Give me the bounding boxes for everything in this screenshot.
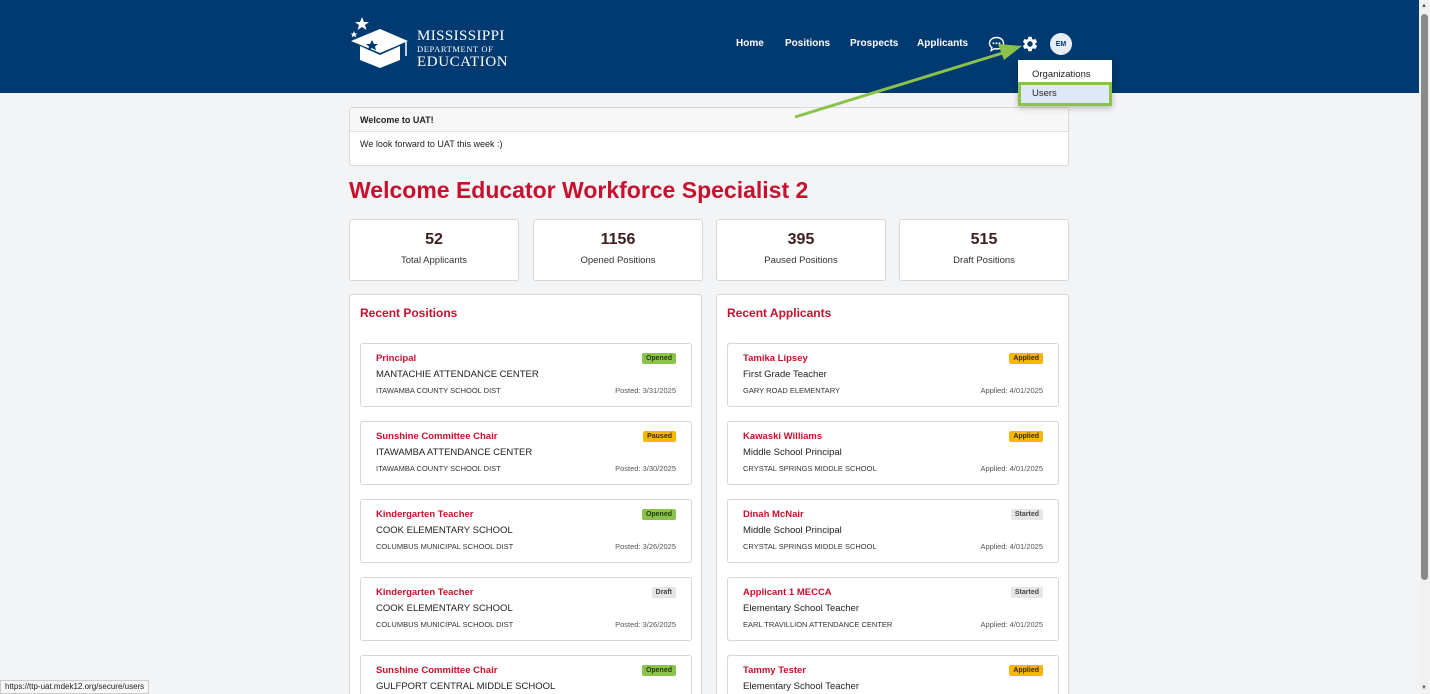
applicant-school: EARL TRAVILLION ATTENDANCE CENTER: [743, 620, 893, 629]
position-school: ITAWAMBA ATTENDANCE CENTER: [376, 447, 533, 458]
top-header: [0, 0, 1419, 93]
position-title: Kindergarten Teacher: [376, 509, 474, 520]
nav-prospects[interactable]: Prospects: [850, 38, 899, 49]
scrollbar-thumb[interactable]: [1421, 14, 1428, 580]
nav-positions[interactable]: Positions: [785, 38, 831, 49]
applicant-date: Applied: 4/01/2025: [980, 386, 1043, 395]
stat-card-opened-positions[interactable]: [533, 219, 703, 281]
applicant-card[interactable]: [727, 421, 1059, 485]
applicant-role: Elementary School Teacher: [743, 603, 859, 614]
gear-icon[interactable]: [1021, 35, 1039, 53]
stat-value: 1156: [600, 231, 636, 248]
position-date: Posted: 3/26/2025: [615, 620, 676, 629]
stat-label: Paused Positions: [764, 255, 838, 266]
position-school: MANTACHIE ATTENDANCE CENTER: [376, 369, 539, 380]
applicant-date: Applied: 4/01/2025: [980, 542, 1043, 551]
logo-line-2: DEPARTMENT OF: [417, 44, 494, 54]
applicant-role: Middle School Principal: [743, 447, 842, 458]
position-district: ITAWAMBA COUNTY SCHOOL DIST: [376, 464, 501, 473]
position-card[interactable]: [360, 499, 692, 563]
mde-logo[interactable]: [348, 16, 508, 72]
scroll-up-icon[interactable]: ▲: [1421, 3, 1427, 9]
applicant-school: GARY ROAD ELEMENTARY: [743, 386, 840, 395]
applicant-card[interactable]: [727, 343, 1059, 407]
applicant-school: CRYSTAL SPRINGS MIDDLE SCHOOL: [743, 542, 877, 551]
position-district: COLUMBUS MUNICIPAL SCHOOL DIST: [376, 620, 514, 629]
status-badge: Draft: [652, 587, 676, 598]
stat-label: Draft Positions: [953, 255, 1015, 266]
position-date: Posted: 3/31/2025: [615, 386, 676, 395]
position-date: Posted: 3/30/2025: [615, 464, 676, 473]
scroll-down-icon[interactable]: ▼: [1421, 685, 1427, 691]
status-badge: Started: [1011, 587, 1043, 598]
status-badge: Paused: [643, 431, 676, 442]
applicant-role: First Grade Teacher: [743, 369, 827, 380]
applicant-name: Dinah McNair: [743, 509, 804, 520]
browser-status-url: https://ttp-uat.mdek12.org/secure/users: [0, 680, 149, 694]
stat-label: Total Applicants: [400, 255, 467, 266]
position-date: Posted: 3/26/2025: [615, 542, 676, 551]
logo-text: [417, 29, 508, 70]
status-badge: Applied: [1009, 431, 1043, 442]
banner-body: We look forward to UAT this week :): [360, 139, 503, 149]
applicant-name: Kawaski Williams: [743, 431, 823, 442]
recent-positions-panel: [349, 294, 702, 694]
recent-applicants-title: Recent Applicants: [727, 306, 832, 320]
user-avatar[interactable]: EM: [1050, 33, 1072, 55]
applicant-card[interactable]: [727, 499, 1059, 563]
applicant-card[interactable]: [727, 655, 1059, 694]
position-card[interactable]: [360, 655, 692, 694]
banner-title: Welcome to UAT!: [350, 108, 1068, 132]
graduation-cap-icon: [348, 16, 414, 72]
stat-value: 52: [425, 231, 443, 248]
position-card[interactable]: [360, 577, 692, 641]
status-badge: Applied: [1009, 665, 1043, 676]
position-title: Sunshine Committee Chair: [376, 431, 498, 442]
chat-icon[interactable]: [988, 36, 1005, 52]
stat-value: 395: [787, 231, 815, 248]
applicant-role: Elementary School Teacher: [743, 681, 859, 692]
recent-applicants-panel: [716, 294, 1069, 694]
applicant-date: Applied: 4/01/2025: [980, 620, 1043, 629]
applicant-name: Tamika Lipsey: [743, 353, 808, 364]
page-title: Welcome Educator Workforce Specialist 2: [349, 177, 809, 203]
position-title: Principal: [376, 353, 417, 364]
status-badge: Opened: [642, 509, 676, 520]
position-school: COOK ELEMENTARY SCHOOL: [376, 525, 513, 536]
position-school: COOK ELEMENTARY SCHOOL: [376, 603, 513, 614]
dropdown-item-organizations[interactable]: Organizations: [1032, 69, 1091, 80]
logo-line-3: EDUCATION: [417, 53, 509, 70]
settings-dropdown: [1018, 60, 1112, 106]
page-scrollbar[interactable]: [1419, 0, 1430, 694]
position-school: GULFPORT CENTRAL MIDDLE SCHOOL: [376, 681, 556, 692]
stat-value: 515: [970, 231, 998, 248]
position-district: ITAWAMBA COUNTY SCHOOL DIST: [376, 386, 501, 395]
status-badge: Opened: [642, 353, 676, 364]
stat-label: Opened Positions: [580, 255, 656, 266]
position-card[interactable]: [360, 343, 692, 407]
recent-positions-title: Recent Positions: [360, 306, 458, 320]
nav-home[interactable]: Home: [736, 38, 764, 49]
applicant-school: CRYSTAL SPRINGS MIDDLE SCHOOL: [743, 464, 877, 473]
applicant-role: Middle School Principal: [743, 525, 842, 536]
status-badge: Started: [1011, 509, 1043, 520]
applicant-name: Tammy Tester: [743, 665, 807, 676]
position-card[interactable]: [360, 421, 692, 485]
applicant-date: Applied: 4/01/2025: [980, 464, 1043, 473]
logo-line-1: MISSISSIPPI: [417, 28, 505, 44]
applicant-card[interactable]: [727, 577, 1059, 641]
stat-card-total-applicants[interactable]: [349, 219, 519, 281]
applicant-name: Applicant 1 MECCA: [743, 587, 832, 598]
dropdown-item-users[interactable]: Users: [1021, 85, 1109, 103]
position-title: Kindergarten Teacher: [376, 587, 474, 598]
position-title: Sunshine Committee Chair: [376, 665, 498, 676]
status-badge: Applied: [1009, 353, 1043, 364]
status-badge: Opened: [642, 665, 676, 676]
stat-card-paused-positions[interactable]: [716, 219, 886, 281]
position-district: COLUMBUS MUNICIPAL SCHOOL DIST: [376, 542, 514, 551]
nav-applicants[interactable]: Applicants: [917, 38, 969, 49]
stat-card-draft-positions[interactable]: [899, 219, 1069, 281]
announcement-banner: [349, 107, 1069, 166]
